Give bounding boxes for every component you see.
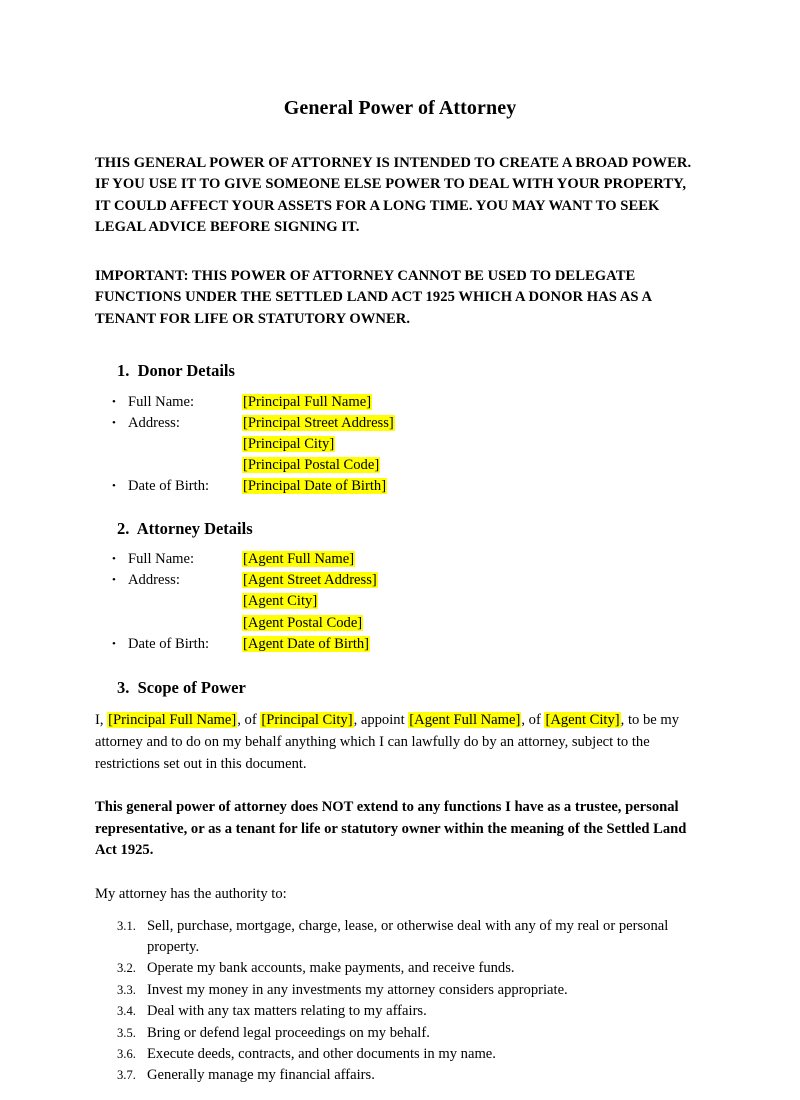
list-item bbox=[95, 591, 705, 612]
document-content bbox=[95, 0, 705, 1087]
power-number: 3.2. bbox=[117, 961, 136, 976]
power-text: Invest my money in any investments my attorney considers appropriate. bbox=[147, 981, 568, 998]
power-text: Execute deeds, contracts, and other documents in my name. bbox=[147, 1046, 496, 1063]
power-text: Deal with any tax matters relating to my affairs. bbox=[147, 1003, 427, 1020]
attorney-details-list bbox=[95, 549, 705, 655]
bullet-icon: • bbox=[112, 395, 116, 408]
bullet-icon: • bbox=[112, 480, 116, 493]
warning-paragraph-broad-power: THIS GENERAL POWER OF ATTORNEY IS INTENDED TO CREATE A BROAD POWER. IF YOU USE IT TO GIVE SOMEONE ELSE POWER TO DEAL WITH YOUR PROPERTY, IT COULD AFFECT YOUR ASSETS FOR A LONG TIME. YOU MAY WANT TO SEEK LEGAL ADVICE BEFORE SIGNING IT. bbox=[95, 155, 692, 235]
attorney-full-name-label: Full Name: bbox=[128, 550, 195, 567]
appointment-connector-one: , of bbox=[237, 712, 261, 729]
power-number: 3.4. bbox=[117, 1004, 136, 1019]
power-text: Bring or defend legal proceedings on my behalf. bbox=[147, 1024, 430, 1041]
list-item bbox=[95, 1065, 705, 1086]
donor-street-address-value[interactable]: [Principal Street Address] bbox=[243, 414, 394, 431]
appointment-principal-city-value[interactable]: [Principal City] bbox=[261, 712, 353, 729]
power-number: 3.6. bbox=[117, 1047, 136, 1062]
bullet-icon: • bbox=[112, 574, 116, 587]
power-text: Sell, purchase, mortgage, charge, lease, or otherwise deal with any of my real or personal property. bbox=[147, 917, 669, 955]
attorney-date-of-birth-label: Date of Birth: bbox=[128, 635, 210, 652]
list-item bbox=[95, 1023, 705, 1044]
section-heading-attorney-details bbox=[95, 518, 705, 539]
donor-address-label: Address: bbox=[128, 414, 180, 431]
appointment-connector-two: , appoint bbox=[353, 712, 409, 729]
restriction-paragraph: This general power of attorney does NOT extend to any functions I have as a trustee, personal representative, or as a tenant for life or statutory owner within the meaning of the Settled Land Act 1925. bbox=[95, 799, 687, 859]
appointment-principal-name-value[interactable]: [Principal Full Name] bbox=[108, 712, 237, 729]
attorney-street-address-value[interactable]: [Agent Street Address] bbox=[243, 572, 377, 589]
powers-list bbox=[95, 916, 705, 1087]
attorney-postal-code-value[interactable]: [Agent Postal Code] bbox=[243, 614, 363, 631]
section-number-scope: 3. bbox=[117, 677, 130, 697]
attorney-city-value[interactable]: [Agent City] bbox=[243, 593, 318, 610]
donor-postal-code-value[interactable]: [Principal Postal Code] bbox=[243, 457, 380, 474]
section-number-attorney: 2. bbox=[117, 518, 130, 538]
power-number: 3.7. bbox=[117, 1068, 136, 1083]
section-title-donor: Donor Details bbox=[137, 361, 235, 381]
section-heading-donor-details bbox=[95, 360, 705, 381]
attorney-full-name-value[interactable]: [Agent Full Name] bbox=[243, 550, 355, 567]
page-title: General Power of Attorney bbox=[283, 97, 517, 119]
donor-city-value[interactable]: [Principal City] bbox=[243, 435, 335, 452]
list-item bbox=[95, 1044, 705, 1065]
power-text: Operate my bank accounts, make payments, and receive funds. bbox=[147, 960, 515, 977]
donor-date-of-birth-value[interactable]: [Principal Date of Birth] bbox=[243, 478, 387, 495]
list-item bbox=[95, 613, 705, 634]
list-item bbox=[95, 634, 705, 655]
appointment-agent-city-value[interactable]: [Agent City] bbox=[545, 712, 620, 729]
list-item bbox=[95, 1001, 705, 1022]
list-item bbox=[95, 570, 705, 591]
power-number: 3.1. bbox=[117, 918, 136, 933]
authority-lead-text: My attorney has the authority to: bbox=[95, 885, 287, 902]
donor-details-list bbox=[95, 392, 705, 498]
power-number: 3.3. bbox=[117, 982, 136, 997]
bullet-icon: • bbox=[112, 552, 116, 565]
section-number-donor: 1. bbox=[117, 361, 130, 381]
appointment-lead-text: I, bbox=[95, 712, 108, 729]
list-item bbox=[95, 916, 705, 959]
attorney-date-of-birth-value[interactable]: [Agent Date of Birth] bbox=[243, 635, 370, 652]
section-title-scope: Scope of Power bbox=[137, 677, 246, 697]
section-title-attorney: Attorney Details bbox=[136, 518, 253, 538]
donor-date-of-birth-label: Date of Birth: bbox=[128, 478, 210, 495]
list-item bbox=[95, 413, 705, 434]
list-item bbox=[95, 392, 705, 413]
list-item bbox=[95, 980, 705, 1001]
list-item bbox=[95, 476, 705, 497]
list-item bbox=[95, 549, 705, 570]
list-item bbox=[95, 455, 705, 476]
attorney-address-label: Address: bbox=[128, 572, 180, 589]
appointment-agent-name-value[interactable]: [Agent Full Name] bbox=[409, 712, 521, 729]
list-item bbox=[95, 958, 705, 979]
donor-full-name-value[interactable]: [Principal Full Name] bbox=[243, 393, 372, 410]
donor-full-name-label: Full Name: bbox=[128, 393, 195, 410]
warning-paragraph-settled-land-act: IMPORTANT: THIS POWER OF ATTORNEY CANNOT BE USED TO DELEGATE FUNCTIONS UNDER THE SETTLED LAND ACT 1925 WHICH A DONOR HAS AS A TENANT FOR LIFE OR STATUTORY OWNER. bbox=[95, 268, 652, 327]
appointment-connector-three: , of bbox=[521, 712, 545, 729]
appointment-tail-text: , to be my attorney and to do on my behalf anything which I can lawfully do by an attorney, subject to the restrictions set out in this document. bbox=[95, 712, 680, 772]
list-item bbox=[95, 434, 705, 455]
power-text: Generally manage my financial affairs. bbox=[147, 1067, 375, 1084]
bullet-icon: • bbox=[112, 416, 116, 429]
power-number: 3.5. bbox=[117, 1025, 136, 1040]
section-heading-scope-of-power bbox=[95, 677, 705, 698]
bullet-icon: • bbox=[112, 637, 116, 650]
appointment-paragraph bbox=[95, 710, 705, 775]
